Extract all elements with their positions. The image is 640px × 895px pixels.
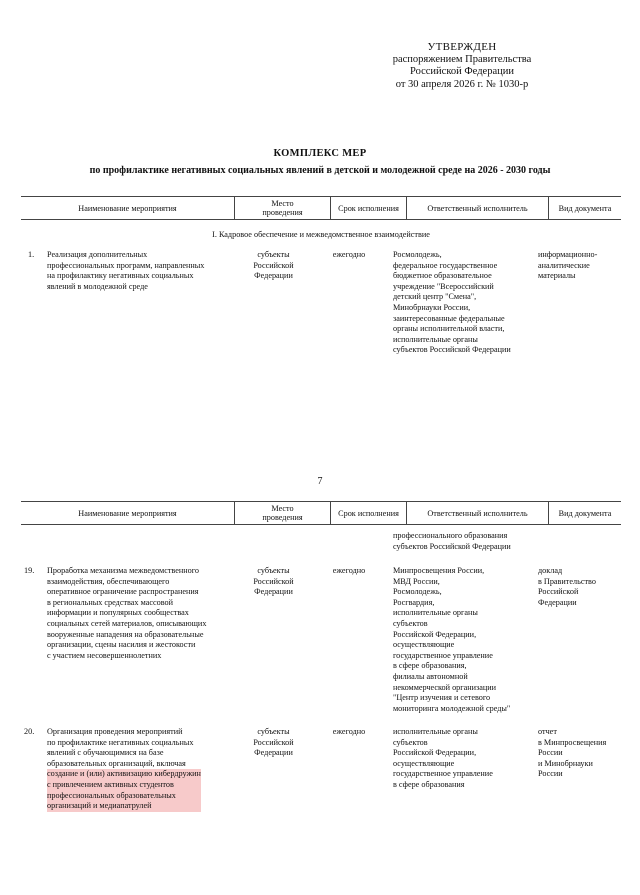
row-executor: Минпросвещения России, МВД России, Росмолодежь, Росгвардия, исполнительные органы субъектов Российской Федерации, осуществляющие государственное управление в сфере образования, филиалы автономной некоммерческой организации "Центр изучения и сетевого мониторинга молодежной среды" (393, 566, 511, 713)
highlighted-text: создание и (или) активизацию кибердружин с привлечением активных студентов профессиональных образовательных организаций и медиапатрулей (47, 769, 201, 811)
header-executor: Ответственный исполнитель (427, 203, 528, 213)
row-place: субъекты Российской Федерации (253, 566, 294, 597)
section-title: I. Кадровое обеспечение и межведомственное взаимодействие (212, 230, 430, 239)
row-number: 19. (24, 566, 35, 575)
row-name (47, 727, 242, 812)
row-place: субъекты Российской Федерации (253, 727, 294, 758)
approval-line: Российской Федерации (410, 66, 514, 77)
row-term: ежегодно (332, 727, 366, 736)
row-term: ежегодно (332, 566, 366, 575)
approval-heading: УТВЕРЖДЕН (427, 41, 497, 53)
header-term: Срок исполнения (338, 508, 399, 518)
row-name: Проработка механизма межведомственного взаимодействия, обеспечивающего оперативное ограничение распространения в региональных средствах массовой информации и популярных сообществах социальных сетей материалов, описывающих вооруженные нападения на образовательные организации, сцены насилия и жестокости с участием несовершеннолетних (47, 566, 207, 660)
header-doc-type: Вид документа (558, 203, 612, 213)
row-number: 20. (24, 727, 35, 736)
row-doc-type: отчет в Минпросвещения России и Минобрнауки России (538, 727, 607, 779)
document-subtitle: по профилактике негативных социальных явлений в детской и молодежной среде на 2026 - 2030 годы (89, 165, 551, 176)
document-title: КОМПЛЕКС МЕР (273, 148, 367, 159)
header-name: Наименование мероприятия (78, 508, 177, 518)
header-term: Срок исполнения (338, 203, 399, 213)
header-doc-type: Вид документа (558, 508, 612, 518)
page-number: 7 (317, 476, 323, 487)
row-executor: Росмолодежь, федеральное государственное бюджетное образовательное учреждение "Всероссийский детский центр "Смена", Минобрнауки России, заинтересованные федеральные органы исполнительной власти, исполнительные органы субъектов Российской Федерации (393, 250, 511, 355)
table-header (21, 196, 621, 220)
header-executor: Ответственный исполнитель (427, 508, 528, 518)
row-place: субъекты Российской Федерации (253, 250, 294, 281)
row-term: ежегодно (332, 250, 366, 259)
approval-stamp (352, 41, 572, 91)
row-executor: исполнительные органы субъектов Российской Федерации, осуществляющие государственное управление в сфере образования (393, 727, 493, 789)
approval-line: распоряжением Правительства (392, 53, 532, 65)
continuation-text: профессионального образования субъектов Российской Федерации (393, 531, 511, 551)
row-name: Реализация дополнительных профессиональных программ, направленных на профилактику негативных социальных явлений в молодежной среде (47, 250, 205, 291)
row-doc-type: информационно- аналитические материалы (538, 250, 598, 281)
row-number: 1. (28, 250, 35, 259)
header-name: Наименование мероприятия (78, 203, 177, 213)
header-place: Место проведения (262, 504, 303, 522)
row-doc-type: доклад в Правительство Российской Федерации (538, 566, 596, 607)
table-header (21, 501, 621, 525)
approval-line: от 30 апреля 2026 г. № 1030-р (395, 78, 529, 90)
header-place: Место проведения (262, 199, 303, 217)
row-name-text: Организация проведения мероприятий по профилактике негативных социальных явлений с обучающимися на базе образовательных организаций, включая (47, 727, 194, 768)
